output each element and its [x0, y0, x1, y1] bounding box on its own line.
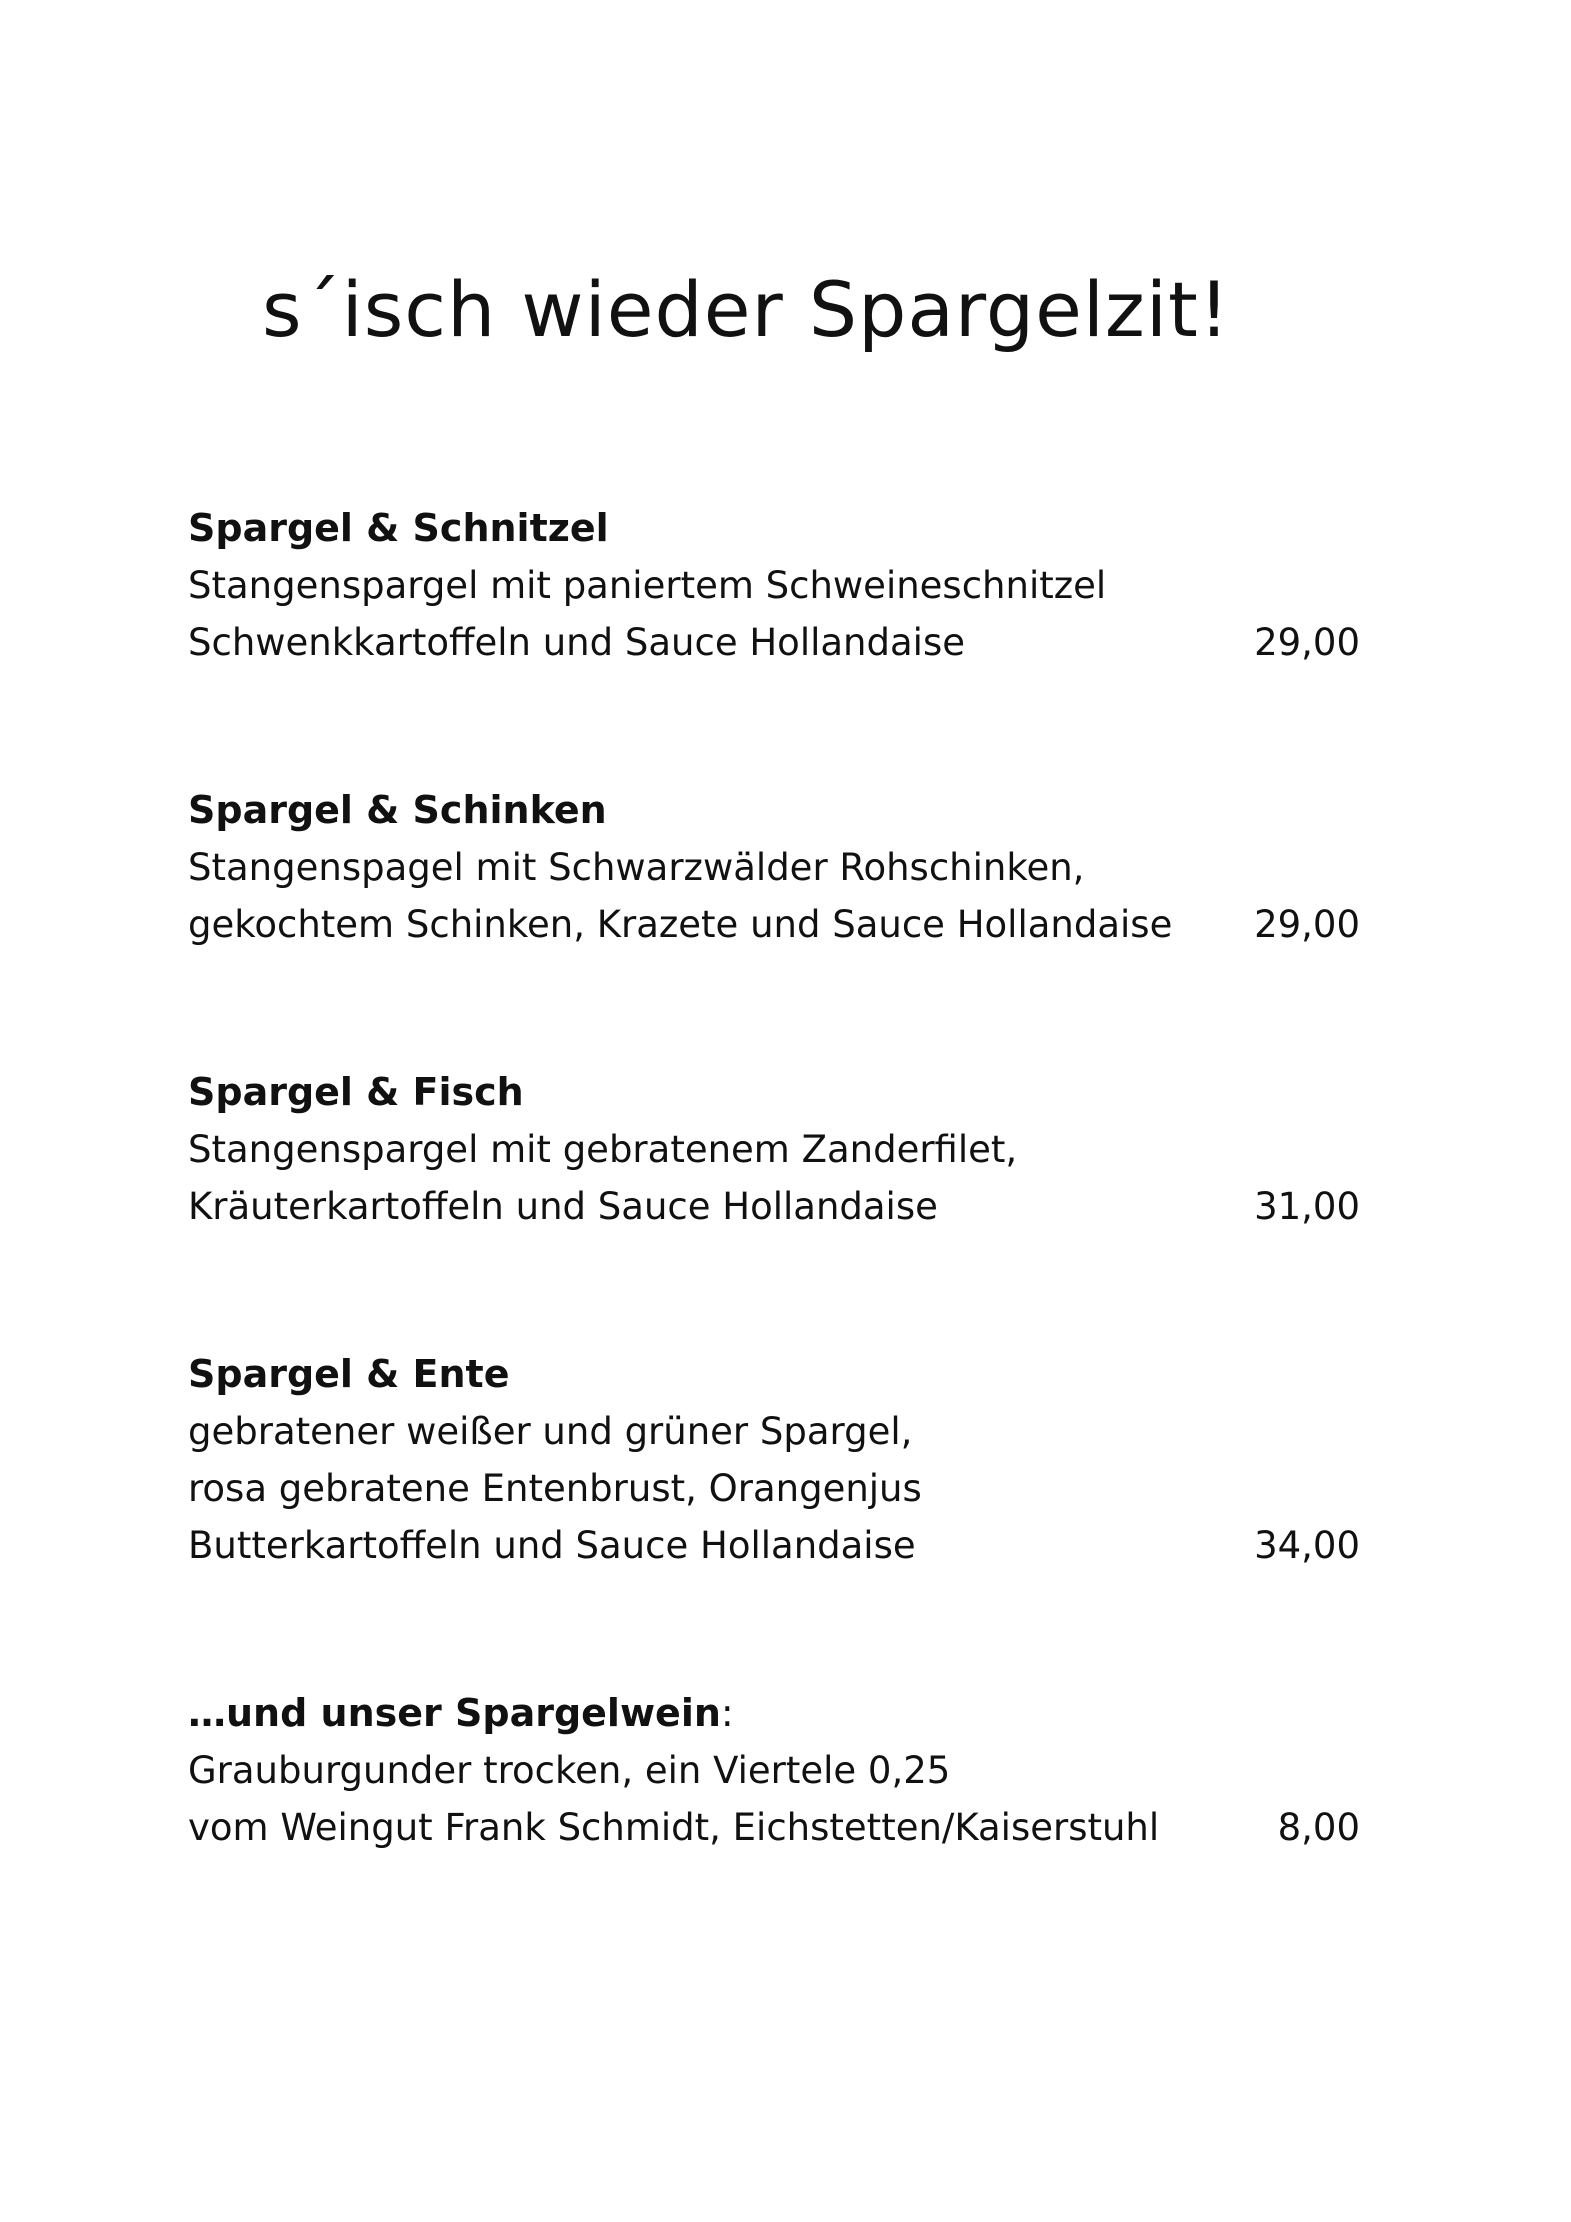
menu-item-price: 31,00 — [1254, 1185, 1360, 1228]
page-title: s´isch wieder Spargelzit! — [262, 265, 1231, 354]
menu-item-description-line: gekochtem Schinken, Krazete und Sauce Hollandaise — [188, 903, 1173, 946]
menu-item-description-line: rosa gebratene Entenbrust, Orangenjus — [188, 1467, 922, 1510]
menu-item-description-line: Stangenspagel mit Schwarzwälder Rohschinken, — [188, 846, 1085, 889]
menu-item-name-suffix: : — [720, 1691, 734, 1735]
menu-item-name: Spargel & Schnitzel — [188, 506, 609, 550]
menu-item-description-line: Schwenkkartoffeln und Sauce Hollandaise — [188, 621, 965, 664]
menu-item-name: Spargel & Fisch — [188, 1070, 524, 1114]
menu-item-name: Spargel & Ente — [188, 1352, 510, 1396]
menu-item-spargelwein — [188, 1685, 1360, 1856]
menu-item-name: Spargel & Schinken — [188, 788, 607, 832]
menu-item-fisch — [188, 1064, 1360, 1235]
menu-item-description-line: vom Weingut Frank Schmidt, Eichstetten/Kaiserstuhl — [188, 1806, 1160, 1849]
menu-item-description-line: Grauburgunder trocken, ein Viertele 0,25 — [188, 1749, 951, 1792]
menu-item-price: 29,00 — [1254, 621, 1360, 664]
menu-item-name-wrapper — [188, 1685, 1360, 1742]
menu-item-price: 8,00 — [1277, 1806, 1360, 1849]
menu-item-schnitzel — [188, 500, 1360, 671]
menu-item-price: 34,00 — [1254, 1524, 1360, 1567]
menu-item-description-line: Kräuterkartoffeln und Sauce Hollandaise — [188, 1185, 938, 1228]
menu-item-price: 29,00 — [1254, 903, 1360, 946]
menu-item-ente — [188, 1346, 1360, 1574]
menu-item-schinken — [188, 782, 1360, 953]
menu-item-description-line: gebratener weißer und grüner Spargel, — [188, 1410, 913, 1453]
menu-item-description-line: Stangenspargel mit gebratenem Zanderfilet, — [188, 1128, 1018, 1171]
menu-item-description-line: Stangenspargel mit paniertem Schweineschnitzel — [188, 564, 1107, 607]
menu-item-description-line: Butterkartoffeln und Sauce Hollandaise — [188, 1524, 916, 1567]
menu-item-name: …und unser Spargelwein — [188, 1691, 721, 1735]
